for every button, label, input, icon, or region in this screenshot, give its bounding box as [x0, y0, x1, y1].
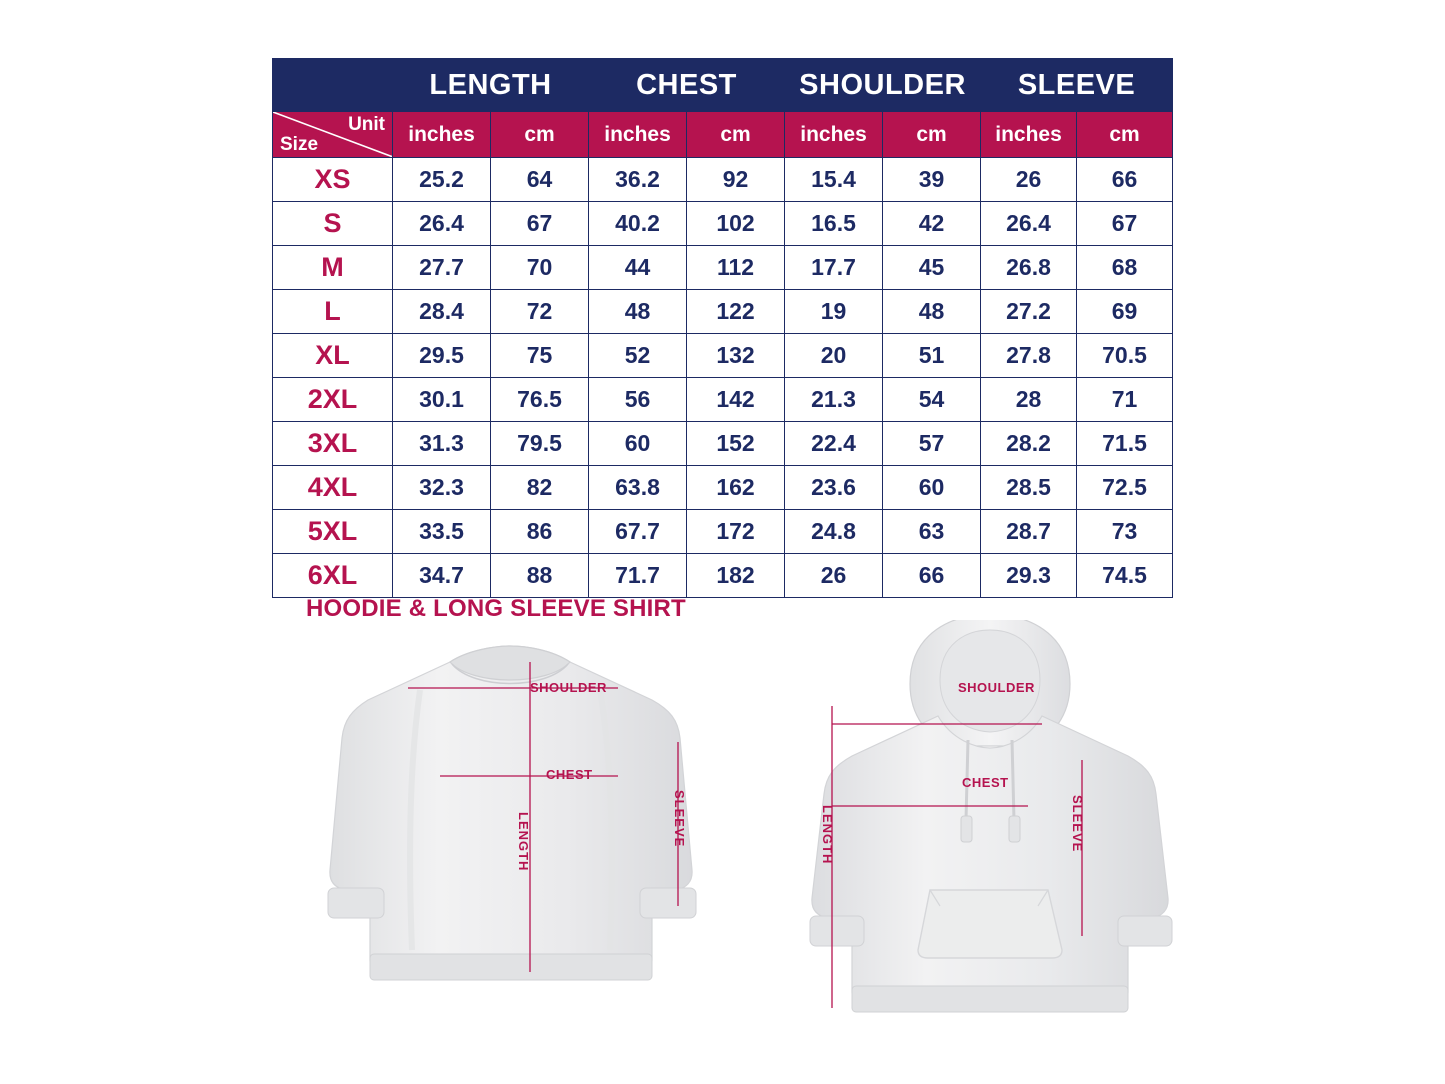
table-row: [273, 158, 1173, 202]
size-cell: S: [273, 202, 393, 246]
measurement-cell: 44: [589, 246, 687, 290]
table-row: [273, 202, 1173, 246]
measurement-cell: 48: [589, 290, 687, 334]
measurement-cell: 72.5: [1077, 466, 1173, 510]
measurement-cell: 86: [491, 510, 589, 554]
measurement-cell: 182: [687, 554, 785, 598]
group-header-chest: CHEST: [589, 59, 785, 112]
measurement-cell: 30.1: [393, 378, 491, 422]
measurement-cell: 22.4: [785, 422, 883, 466]
long-sleeve-shirt-diagram: [300, 620, 720, 1050]
measurement-cell: 48: [883, 290, 981, 334]
measurement-cell: 72: [491, 290, 589, 334]
size-label: Size: [280, 134, 319, 155]
measurement-cell: 102: [687, 202, 785, 246]
measurement-cell: 71.5: [1077, 422, 1173, 466]
sleeve-label: SLEEVE: [672, 790, 687, 848]
measurement-cell: 132: [687, 334, 785, 378]
group-header-length: LENGTH: [393, 59, 589, 112]
measurement-cell: 92: [687, 158, 785, 202]
measurement-cell: 42: [883, 202, 981, 246]
chest-label: CHEST: [546, 767, 593, 782]
table-row: [273, 466, 1173, 510]
measurement-cell: 82: [491, 466, 589, 510]
measurement-cell: 28.2: [981, 422, 1077, 466]
unit-header-length-cm: cm: [491, 112, 589, 158]
measurement-cell: 27.8: [981, 334, 1077, 378]
unit-header-shoulder-inches: inches: [785, 112, 883, 158]
unit-size-corner-cell: [273, 112, 393, 158]
measurement-cell: 112: [687, 246, 785, 290]
size-chart-table: [272, 58, 1173, 598]
measurement-cell: 51: [883, 334, 981, 378]
measurement-cell: 25.2: [393, 158, 491, 202]
unit-header-chest-inches: inches: [589, 112, 687, 158]
sleeve-label: SLEEVE: [1070, 795, 1085, 853]
measurement-cell: 70: [491, 246, 589, 290]
measurement-cell: 24.8: [785, 510, 883, 554]
measurement-cell: 29.3: [981, 554, 1077, 598]
size-cell: 5XL: [273, 510, 393, 554]
measurement-cell: 20: [785, 334, 883, 378]
measurement-cell: 68: [1077, 246, 1173, 290]
hoodie-diagram: [780, 620, 1200, 1050]
shoulder-label: SHOULDER: [530, 680, 607, 695]
measurement-cell: 122: [687, 290, 785, 334]
size-cell: XL: [273, 334, 393, 378]
measurement-cell: 28.5: [981, 466, 1077, 510]
measurement-cell: 172: [687, 510, 785, 554]
measurement-cell: 28: [981, 378, 1077, 422]
table-unit-header-row: [273, 112, 1173, 158]
measurement-cell: 36.2: [589, 158, 687, 202]
measurement-cell: 54: [883, 378, 981, 422]
measurement-cell: 76.5: [491, 378, 589, 422]
table-row: [273, 334, 1173, 378]
size-cell: 6XL: [273, 554, 393, 598]
table-row: [273, 378, 1173, 422]
unit-header-chest-cm: cm: [687, 112, 785, 158]
unit-label: Unit: [348, 114, 385, 135]
measurement-cell: 26.8: [981, 246, 1077, 290]
measurement-cell: 79.5: [491, 422, 589, 466]
table-row: [273, 510, 1173, 554]
measurement-cell: 67.7: [589, 510, 687, 554]
size-cell: 3XL: [273, 422, 393, 466]
measurement-cell: 67: [1077, 202, 1173, 246]
measurement-cell: 69: [1077, 290, 1173, 334]
measurement-cell: 16.5: [785, 202, 883, 246]
measurement-cell: 52: [589, 334, 687, 378]
measurement-cell: 63.8: [589, 466, 687, 510]
size-cell: XS: [273, 158, 393, 202]
shoulder-label: SHOULDER: [958, 680, 1035, 695]
measurement-cell: 60: [589, 422, 687, 466]
measurement-cell: 60: [883, 466, 981, 510]
unit-header-sleeve-cm: cm: [1077, 112, 1173, 158]
measurement-cell: 66: [1077, 158, 1173, 202]
measurement-cell: 63: [883, 510, 981, 554]
measurement-cell: 66: [883, 554, 981, 598]
measurement-cell: 56: [589, 378, 687, 422]
measurement-cell: 26: [785, 554, 883, 598]
unit-header-shoulder-cm: cm: [883, 112, 981, 158]
measurement-cell: 88: [491, 554, 589, 598]
measurement-cell: 15.4: [785, 158, 883, 202]
header-corner-blank: [273, 59, 393, 112]
measurement-cell: 57: [883, 422, 981, 466]
size-chart-container: [272, 58, 1172, 598]
size-cell: L: [273, 290, 393, 334]
group-header-sleeve: SLEEVE: [981, 59, 1173, 112]
measurement-cell: 28.7: [981, 510, 1077, 554]
long-sleeve-shirt-illustration: [300, 620, 720, 1050]
measurement-cell: 26.4: [393, 202, 491, 246]
table-row: [273, 290, 1173, 334]
measurement-cell: 26.4: [981, 202, 1077, 246]
measurement-cell: 40.2: [589, 202, 687, 246]
chart-caption: HOODIE & LONG SLEEVE SHIRT: [306, 595, 686, 622]
measurement-cell: 27.7: [393, 246, 491, 290]
size-cell: M: [273, 246, 393, 290]
measurement-cell: 31.3: [393, 422, 491, 466]
length-label: LENGTH: [516, 812, 531, 872]
measurement-cell: 29.5: [393, 334, 491, 378]
measurement-cell: 64: [491, 158, 589, 202]
measurement-cell: 21.3: [785, 378, 883, 422]
measurement-cell: 152: [687, 422, 785, 466]
table-row: [273, 246, 1173, 290]
measurement-cell: 17.7: [785, 246, 883, 290]
measurement-cell: 142: [687, 378, 785, 422]
measurement-cell: 27.2: [981, 290, 1077, 334]
measurement-cell: 19: [785, 290, 883, 334]
measurement-cell: 73: [1077, 510, 1173, 554]
length-label: LENGTH: [820, 805, 835, 865]
measurement-cell: 71.7: [589, 554, 687, 598]
size-chart-body: [273, 158, 1173, 598]
measurement-cell: 23.6: [785, 466, 883, 510]
measurement-cell: 28.4: [393, 290, 491, 334]
measurement-cell: 74.5: [1077, 554, 1173, 598]
measurement-cell: 39: [883, 158, 981, 202]
size-cell: 2XL: [273, 378, 393, 422]
measurement-cell: 45: [883, 246, 981, 290]
measurement-cell: 71: [1077, 378, 1173, 422]
measurement-cell: 34.7: [393, 554, 491, 598]
table-group-header-row: [273, 59, 1173, 112]
measurement-cell: 75: [491, 334, 589, 378]
measurement-cell: 162: [687, 466, 785, 510]
measurement-cell: 67: [491, 202, 589, 246]
chest-label: CHEST: [962, 775, 1009, 790]
table-row: [273, 554, 1173, 598]
unit-header-sleeve-inches: inches: [981, 112, 1077, 158]
measurement-cell: 70.5: [1077, 334, 1173, 378]
unit-header-length-inches: inches: [393, 112, 491, 158]
measurement-cell: 32.3: [393, 466, 491, 510]
group-header-shoulder: SHOULDER: [785, 59, 981, 112]
measurement-cell: 33.5: [393, 510, 491, 554]
table-row: [273, 422, 1173, 466]
size-cell: 4XL: [273, 466, 393, 510]
measurement-cell: 26: [981, 158, 1077, 202]
